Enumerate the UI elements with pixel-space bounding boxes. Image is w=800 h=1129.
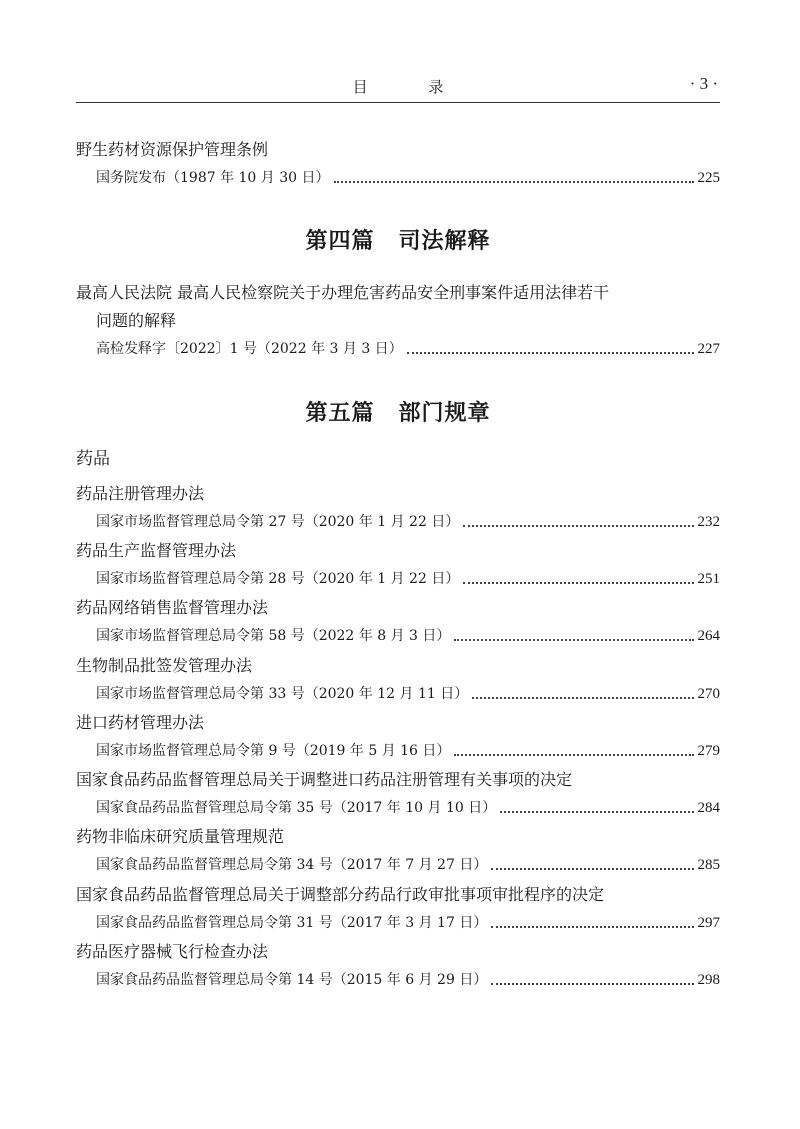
toc-entry[interactable] bbox=[76, 140, 720, 187]
toc-entry-page: 251 bbox=[697, 571, 720, 587]
toc-entry[interactable] bbox=[76, 484, 720, 531]
toc-entry-source-line bbox=[76, 340, 720, 358]
toc-entry-source-line bbox=[76, 570, 720, 588]
toc-entry-title: 进口药材管理办法 bbox=[76, 713, 205, 732]
toc-entry-source-line bbox=[76, 856, 720, 874]
toc-entry[interactable] bbox=[76, 283, 720, 358]
dot-leader bbox=[472, 696, 693, 699]
toc-entry-source-line bbox=[76, 627, 720, 645]
toc-entry[interactable] bbox=[76, 942, 720, 989]
part-number: 第五篇 bbox=[305, 401, 375, 426]
toc-entry-source-line bbox=[76, 971, 720, 989]
toc-entry-source: 国家市场监督管理总局令第 27 号（2020 年 1 月 22 日） bbox=[96, 514, 460, 530]
toc-entry[interactable] bbox=[76, 713, 720, 760]
toc-entry-source: 国家食品药品监督管理总局令第 35 号（2017 年 10 月 10 日） bbox=[96, 800, 497, 816]
toc-entry[interactable] bbox=[76, 770, 720, 817]
dot-leader bbox=[500, 810, 693, 813]
dot-leader bbox=[407, 351, 694, 354]
toc-entry-source: 高检发释字〔2022〕1 号（2022 年 3 月 3 日） bbox=[96, 341, 403, 357]
toc-entry-source: 国家市场监督管理总局令第 33 号（2020 年 12 月 11 日） bbox=[96, 686, 469, 702]
toc-entry-source: 国家市场监督管理总局令第 28 号（2020 年 1 月 22 日） bbox=[96, 571, 460, 587]
toc-entry-title: 国家食品药品监督管理总局关于调整部分药品行政审批事项审批程序的决定 bbox=[76, 885, 605, 904]
part-name: 部门规章 bbox=[398, 401, 491, 426]
toc-entry-source: 国家食品药品监督管理总局令第 34 号（2017 年 7 月 27 日） bbox=[96, 857, 488, 873]
toc-entry-page: 225 bbox=[697, 170, 720, 186]
toc-entry-source: 国家市场监督管理总局令第 9 号（2019 年 5 月 16 日） bbox=[96, 743, 451, 759]
toc-entry-page: 227 bbox=[697, 341, 720, 357]
dot-leader bbox=[491, 867, 693, 870]
toc-entry-page: 270 bbox=[697, 686, 720, 702]
part-number: 第四篇 bbox=[305, 229, 375, 254]
part-heading bbox=[76, 224, 720, 255]
toc-entry-source-line bbox=[76, 742, 720, 760]
toc-entry-title: 国家食品药品监督管理总局关于调整进口药品注册管理有关事项的决定 bbox=[76, 770, 573, 789]
toc-entry-title: 野生药材资源保护管理条例 bbox=[76, 140, 269, 159]
toc-entry-title: 药品网络销售监督管理办法 bbox=[76, 598, 269, 617]
toc-entry-source: 国务院发布（1987 年 10 月 30 日） bbox=[96, 170, 330, 186]
toc-entry-title: 药品注册管理办法 bbox=[76, 484, 205, 503]
toc-entry-title: 药品医疗器械飞行检查办法 bbox=[76, 942, 269, 961]
toc-entry-source: 国家食品药品监督管理总局令第 31 号（2017 年 3 月 17 日） bbox=[96, 915, 488, 931]
dot-leader bbox=[491, 925, 693, 928]
dot-leader bbox=[454, 753, 693, 756]
toc-entry[interactable] bbox=[76, 827, 720, 874]
toc-entry-source-line bbox=[76, 169, 720, 187]
toc-entry-title: 药品生产监督管理办法 bbox=[76, 541, 237, 560]
running-header bbox=[76, 72, 720, 103]
part-heading bbox=[76, 396, 720, 427]
toc-entry-source-line bbox=[76, 799, 720, 817]
toc-entry-page: 279 bbox=[697, 743, 720, 759]
toc-entry-page: 232 bbox=[697, 514, 720, 530]
dot-leader bbox=[463, 524, 693, 527]
toc-entry-page: 298 bbox=[697, 972, 720, 988]
toc-entry-title: 最高人民法院 最高人民检察院关于办理危害药品安全刑事案件适用法律若干 bbox=[76, 283, 610, 302]
toc-entry-source-line bbox=[76, 685, 720, 703]
toc-entry-title: 生物制品批签发管理办法 bbox=[76, 656, 253, 675]
header-page-number: · 3 · bbox=[689, 74, 718, 93]
dot-leader bbox=[491, 982, 693, 985]
dot-leader bbox=[463, 581, 693, 584]
toc-entry-page: 297 bbox=[697, 915, 720, 931]
header-title: 目 录 bbox=[352, 78, 472, 96]
toc-entry-page: 284 bbox=[697, 800, 720, 816]
toc-entry-page: 285 bbox=[697, 857, 720, 873]
toc-entry[interactable] bbox=[76, 656, 720, 703]
toc-entry-source: 国家市场监督管理总局令第 58 号（2022 年 8 月 3 日） bbox=[96, 628, 451, 644]
dot-leader bbox=[334, 180, 694, 183]
toc-entry-title-continued: 问题的解释 bbox=[96, 311, 177, 330]
toc-entry[interactable] bbox=[76, 598, 720, 645]
toc-entry[interactable] bbox=[76, 885, 720, 932]
toc-entry[interactable] bbox=[76, 541, 720, 588]
toc-entry-title: 药物非临床研究质量管理规范 bbox=[76, 827, 285, 846]
section-label: 药品 bbox=[76, 449, 110, 469]
toc-entry-source-line bbox=[76, 513, 720, 531]
part-name: 司法解释 bbox=[398, 229, 491, 254]
toc-entry-source: 国家食品药品监督管理总局令第 14 号（2015 年 6 月 29 日） bbox=[96, 972, 488, 988]
toc-entry-page: 264 bbox=[697, 628, 720, 644]
toc-entry-source-line bbox=[76, 914, 720, 932]
dot-leader bbox=[454, 638, 693, 641]
